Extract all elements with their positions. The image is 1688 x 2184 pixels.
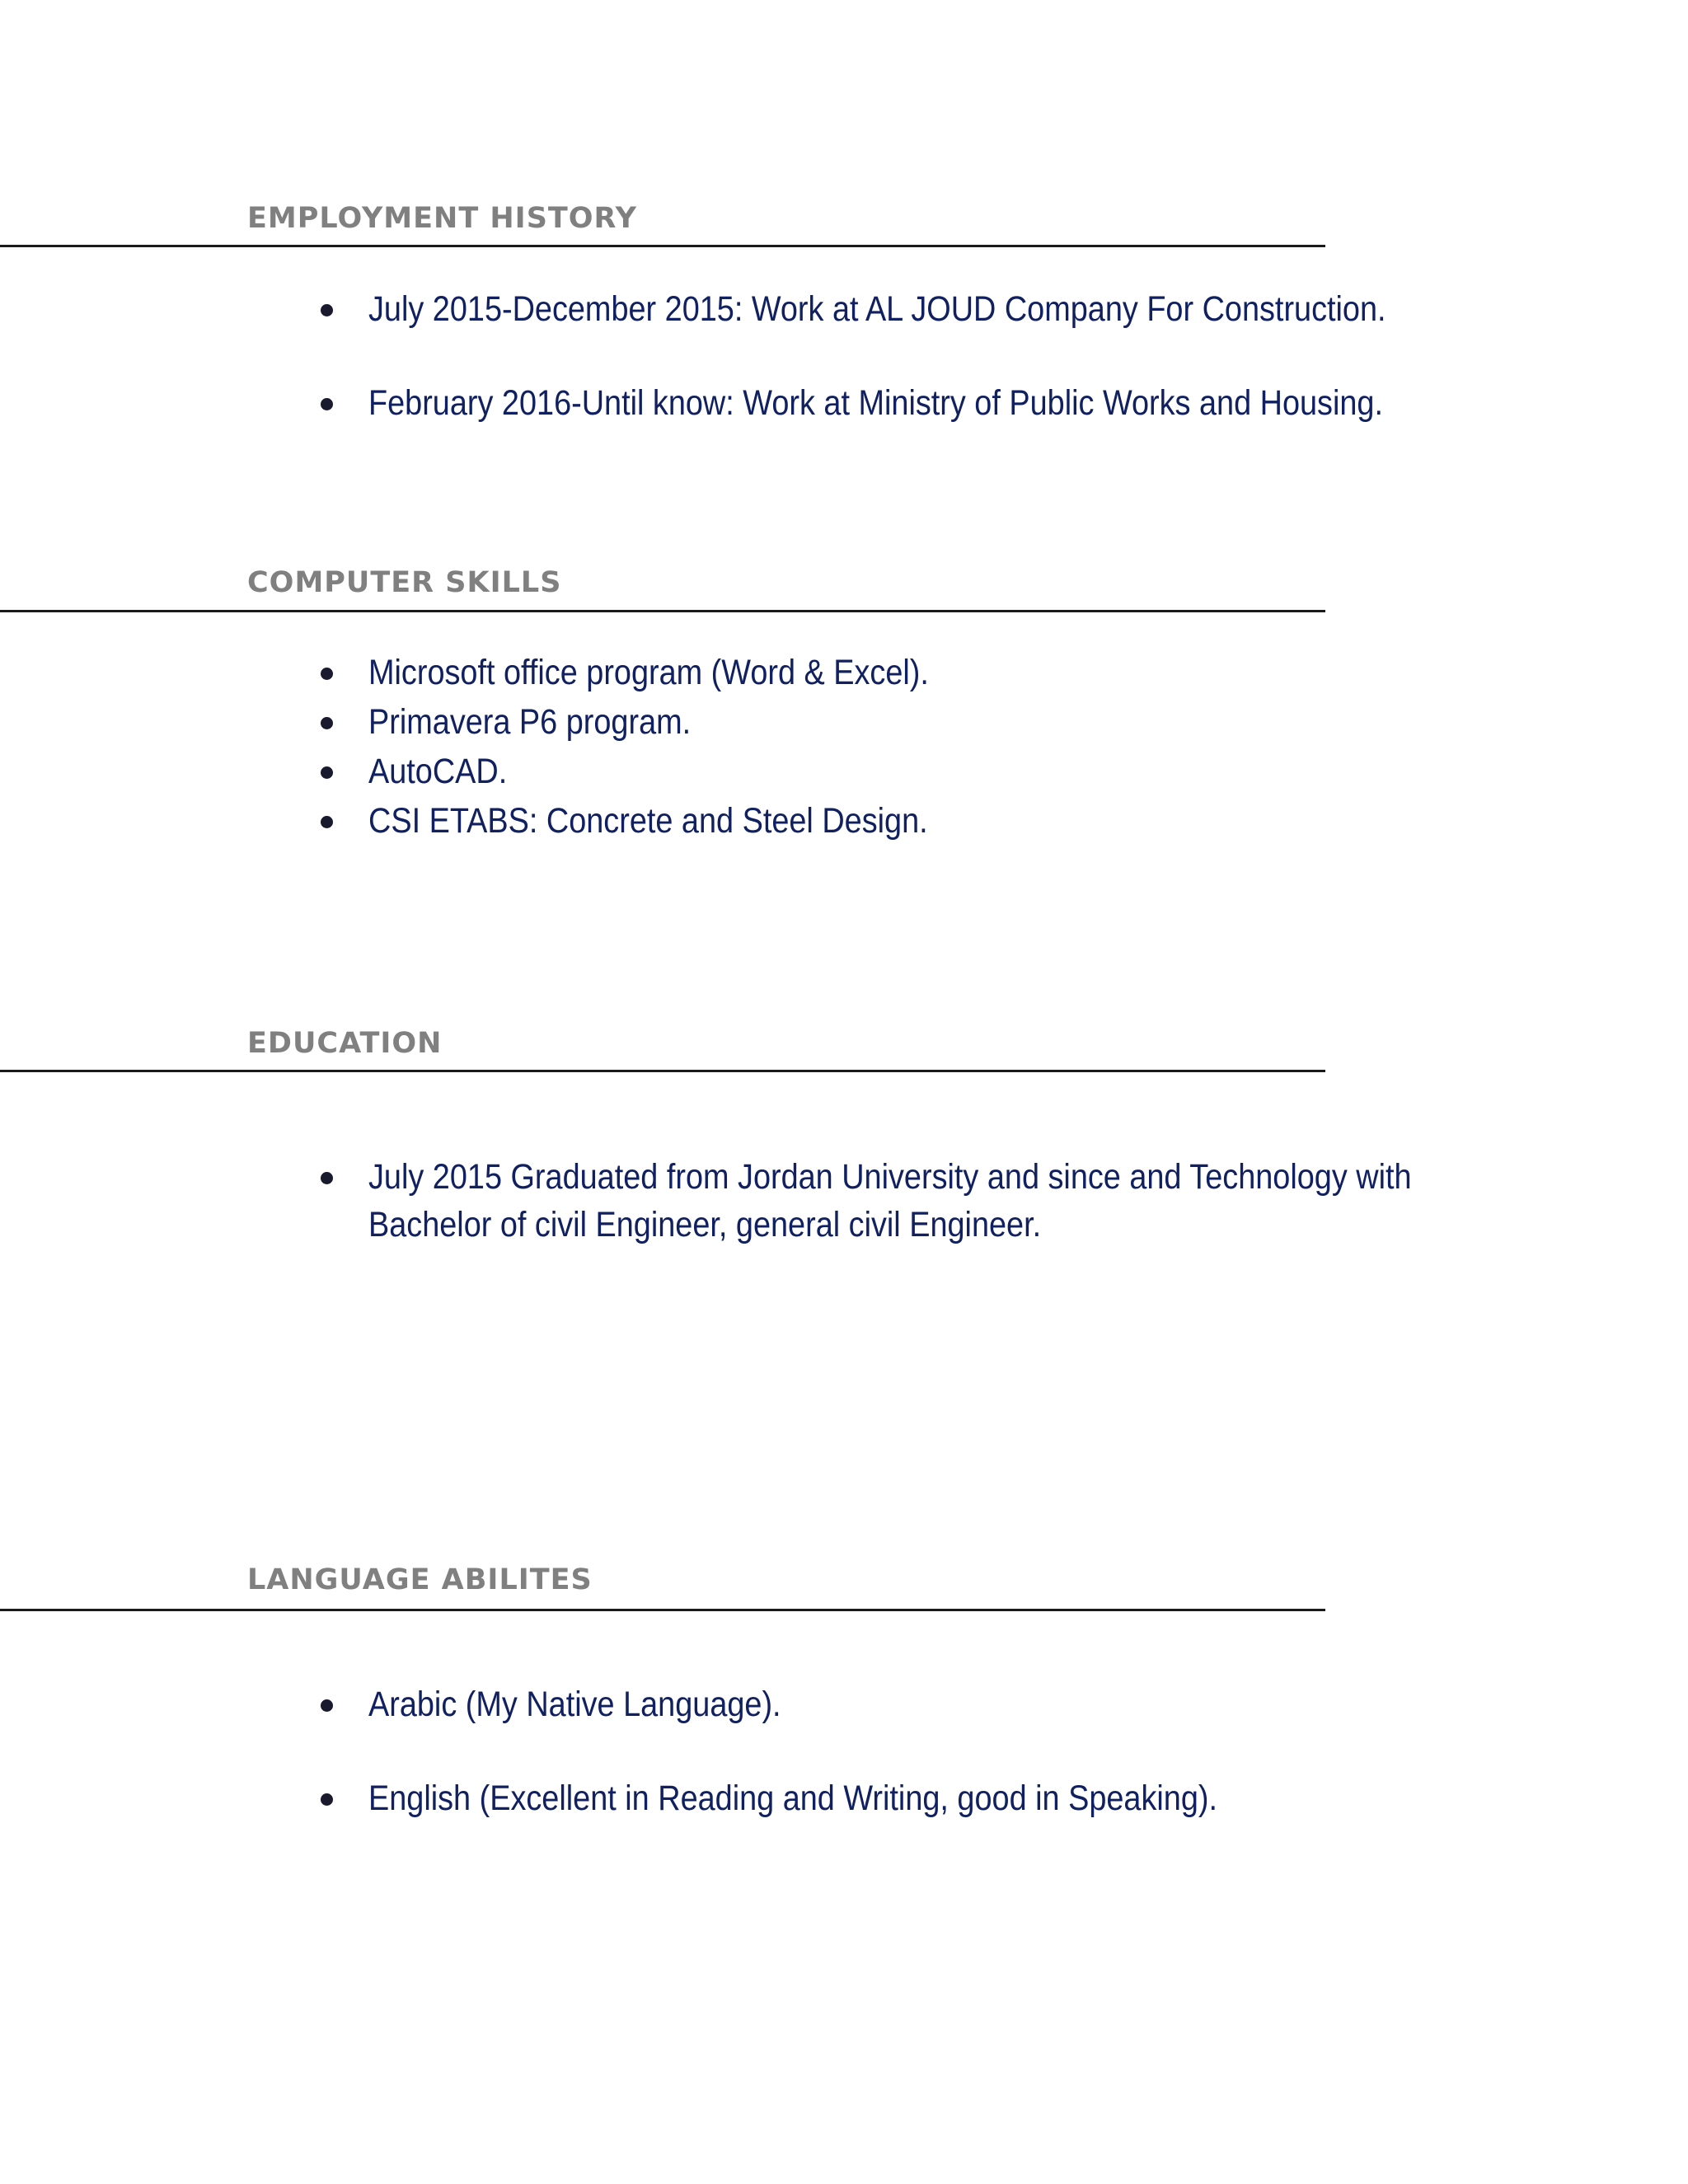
education-heading: EDUCATION <box>247 1027 443 1060</box>
employment-item-text: July 2015-December 2015: Work at AL JOUD Company For Construction. <box>368 289 1386 329</box>
skill-item-text: CSI ETABS: Concrete and Steel Design. <box>368 801 928 841</box>
education-divider <box>0 1070 1325 1072</box>
skill-item-text: Primavera P6 program. <box>368 702 692 742</box>
bullet-icon <box>321 398 333 410</box>
bullet-icon <box>321 717 333 729</box>
education-item-line: July 2015 Graduated from Jordan University and since and Technology with <box>368 1157 1412 1197</box>
employment-item-text: February 2016-Until know: Work at Ministry of Public Works and Housing. <box>368 383 1383 423</box>
bullet-icon <box>321 304 333 316</box>
computer-skills-heading: COMPUTER SKILLS <box>247 566 562 599</box>
skill-item-text: AutoCAD. <box>368 752 508 791</box>
bullet-icon <box>321 816 333 828</box>
employment-history-divider <box>0 245 1325 247</box>
bullet-icon <box>321 1699 333 1712</box>
bullet-icon <box>321 668 333 680</box>
bullet-icon <box>321 1793 333 1806</box>
bullet-icon <box>321 1172 333 1184</box>
employment-history-heading: EMPLOYMENT HISTORY <box>247 202 637 235</box>
education-item-line: Bachelor of civil Engineer, general civil Engineer. <box>368 1205 1042 1244</box>
language-abilities-heading: LANGUAGE ABILITES <box>247 1563 593 1596</box>
bullet-icon <box>321 766 333 779</box>
language-item-text: Arabic (My Native Language). <box>368 1685 781 1724</box>
education-item-text <box>368 1153 1412 1249</box>
language-abilities-divider <box>0 1609 1325 1611</box>
computer-skills-divider <box>0 610 1325 612</box>
language-item-text: English (Excellent in Reading and Writing, good in Speaking). <box>368 1779 1217 1818</box>
skill-item-text: Microsoft office program (Word & Excel). <box>368 653 929 692</box>
